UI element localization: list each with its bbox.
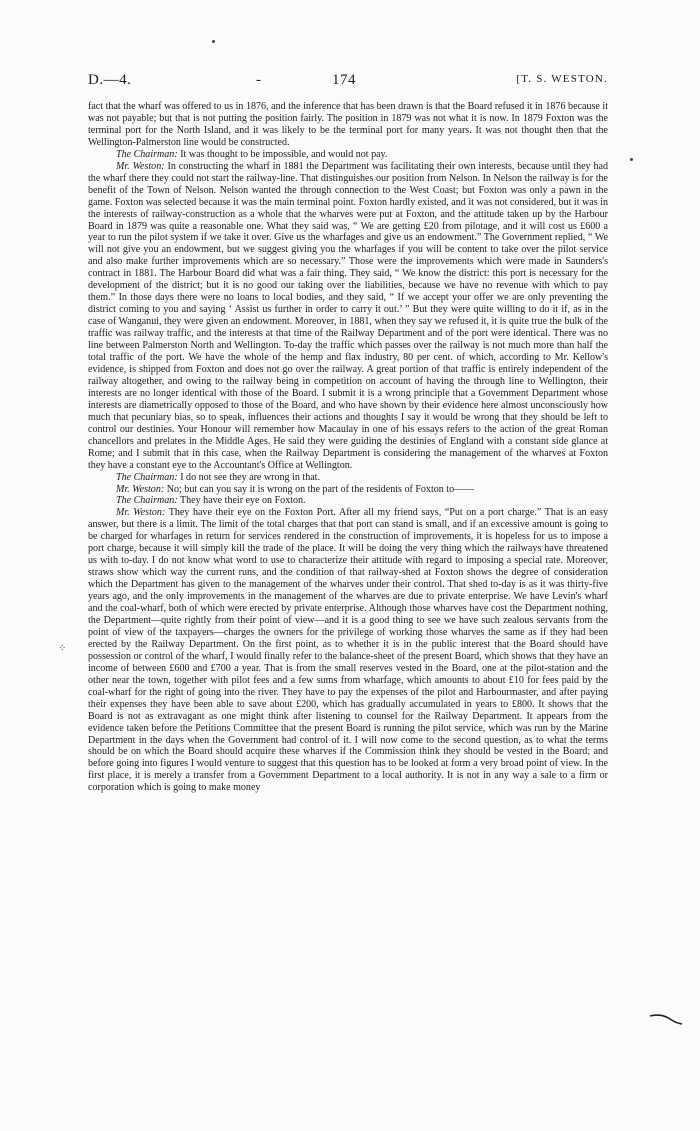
paragraph-text: I do not see they are wrong in that. bbox=[177, 471, 320, 483]
speaker-label: The Chairman: bbox=[116, 148, 178, 160]
paragraph bbox=[88, 484, 608, 496]
paragraph-text: It was thought to be impossible, and would not pay. bbox=[177, 148, 388, 160]
paragraph-text: No; but can you say it is wrong on the part of the residents of Foxton to—— bbox=[164, 483, 475, 495]
speaker-label: Mr. Weston: bbox=[116, 160, 165, 172]
paragraph bbox=[88, 472, 608, 484]
page-number: 174 bbox=[332, 72, 356, 88]
scan-speck bbox=[212, 40, 215, 43]
body-text bbox=[88, 101, 608, 794]
speaker-label: The Chairman: bbox=[116, 471, 178, 483]
speaker-label: Mr. Weston: bbox=[116, 483, 165, 495]
speaker-label: The Chairman: bbox=[116, 495, 178, 507]
page-header bbox=[88, 72, 608, 96]
margin-stroke-icon bbox=[648, 1012, 684, 1026]
speaker-label: Mr. Weston: bbox=[116, 507, 166, 519]
paragraph bbox=[88, 101, 608, 149]
paragraph-text: They have their eye on the Foxton Port. After all my friend says, “Put on a port charge.” That is an easy answer, but there is a limit. The limit of the total charges that that port can stand is small, and if an excessive amount is going to be charged for wharfages in return for services rendered in the construction of improvements, it is hopeless for us to impose a port charge, because it will simply kill the trade of the place. It will be doing the very thing which the railways have threatened us with to-day. I do not know what word to use to characterize their attitude with regard to imposing a special rate. Moreover, straws show which way the current runs, and the condition of that railway-shed at Foxton shows the degree of consideration which the Department has given to the management of the wharves under their control. That shed to-day is as it was thirty-five years ago, and the only improvements in the management of the wharves are due to private enterprise. We have Levin's wharf and the coal-wharf, both of which were erected by private enterprise. Although those wharves have cost the Department nothing, the Department—quite rightly from their point of view—and it is a good thing to see we have such zealous servants from the point of view of the taxpayers—charges the owners for the privilege of working those wharves the same as if they had been erected by the Railway Department. On the first point, as to whether it is in the public interest that the Board should have possession or control of the wharf, I would finally refer to the balance-sheet of the present Board, which shows that they have an income of between £600 and £700 a year. That is from the small reserves vested in the Board, one at the pilot-station and the other near the town, together with pilot fees and a few sums from wharfage, which amounts to about £10 for fees paid by the coal-wharf for the right of going into the river. They have to pay the expenses of the pilot and Harbourmaster, and after paying their expenses they have been able to save about £200, which has gradually accumulated in years to £800. It shows that the Board is not as extravagant as one might think after listening to counsel for the Railway Department. It appears from the evidence taken before the Petitions Committee that the present Board is running the pilot service, which was run by the Marine Department in the days when the Government had control of it. I will now come to the second question, as to what the terms should be on which the Board should acquire these wharves if the Commission think they should be vested in the Board; and before going into figures I would venture to suggest that this question has to be looked at form a very broad point of view. In the first place, it is merely a transfer from a Government Department to a local authority. It is not in any way a sale to a firm or corporation which is going to make money bbox=[88, 507, 608, 794]
header-dash: - bbox=[256, 72, 262, 88]
margin-scribble-icon: ⁘ bbox=[58, 643, 67, 654]
witness-name: [T. S. WESTON. bbox=[516, 73, 608, 85]
paragraph-text: They have their eye on Foxton. bbox=[177, 495, 306, 507]
paragraph-text: fact that the wharf was offered to us in 1876, and the inference that has been drawn is that the Board refused it in 1876 because it was not payable; but that is not putting the position fairly. The position in 1879 was not what it is now. In 1879 Foxton was the terminal port for the North Island, and it was likely to be the terminal port for many years. It was not thought then that the Wellington-Palmerston line would be constructed. bbox=[88, 101, 608, 148]
paragraph bbox=[88, 161, 608, 472]
paragraph bbox=[88, 149, 608, 161]
series-label: D.—4. bbox=[88, 72, 132, 88]
scan-speck bbox=[630, 158, 633, 161]
paragraph bbox=[88, 495, 608, 507]
paragraph bbox=[88, 507, 608, 794]
paragraph-text: In constructing the wharf in 1881 the Department was facilitating their own interests, because until they had the wharf there they could not start the railway-line. That distinguishes our position from Nelson. In Nelson the railway is for the benefit of the Town of Nelson. Nelson wanted the through connection to the West Coast; but Foxton was only a pawn in the game. Foxton was selected because it was the main terminal point. Foxton hardly existed, and it was not considered, but it was in the interests of railway-construction as a whole that the wharves were put at Foxton, and the attitude taken up by the Harbour Board in 1879 was quite a reasonable one. What they said was, “ We are getting £20 from pilotage, and it will cost us £600 a year to run the pilot system if we take it over. Give us the wharfages and give us an endowment.” The Government replied, “ We will not give you an endowment, but we suggest giving you the wharfages if you will be content to take over the pilot service and also make further improvements which are so necessary.” Those were the improvements which were made in Saunders's contract in 1881. The Harbour Board did what was a fair thing. They said, “ We know the district: this port is necessary for the development of the district; but it is no good our taking over the liabilities, because we have no revenue with which to pay them.” In those days there were no loans to local bodies, and they said, “ If we accept your offer we are only preventing the district coming to you and saying ‘ Assist us further in order to carry it out.’ ” But they were quite willing to do it if, as in the case of Wanganui, they were given an endowment. Moreover, in 1881, when they say we refused it, it is quite true the bulk of the traffic was railway traffic, and the interests at that time of the Railway Department and of the port were identical. There was no line between Palmerston North and Wellington. To-day the traffic which passes over the railway is not much more than half the total traffic of the port. We have the whole of the hemp and flax industry, 80 per cent. of which, according to Mr. Kellow's evidence, is shipped from Foxton and does not go over the railway. A great portion of that traffic is entirely independent of the railway altogether, and owing to the railway being in competition on account of having the through line to Wellington, their interests are no longer identical with those of the Board. I submit it is a wrong principle that a Government Department whose interests are diametrically opposed to those of the Board, and who have shown by their evidence here almost unconsciously how much that pecuniary bias, so to speak, influences their actions and thoughts I say it would be wrong that they should be left to control our destinies. Your Honour will remember how Macaulay in one of his essays refers to the action of the great Roman chancellors and prelates in the Middle Ages. He said they were guiding the destinies of England with a constant side glance at Rome; and I submit that in this case, when the Railway Department is considering the management of the wharves at Foxton they have a constant eye to the Accountant's Office at Wellington. bbox=[88, 160, 608, 471]
